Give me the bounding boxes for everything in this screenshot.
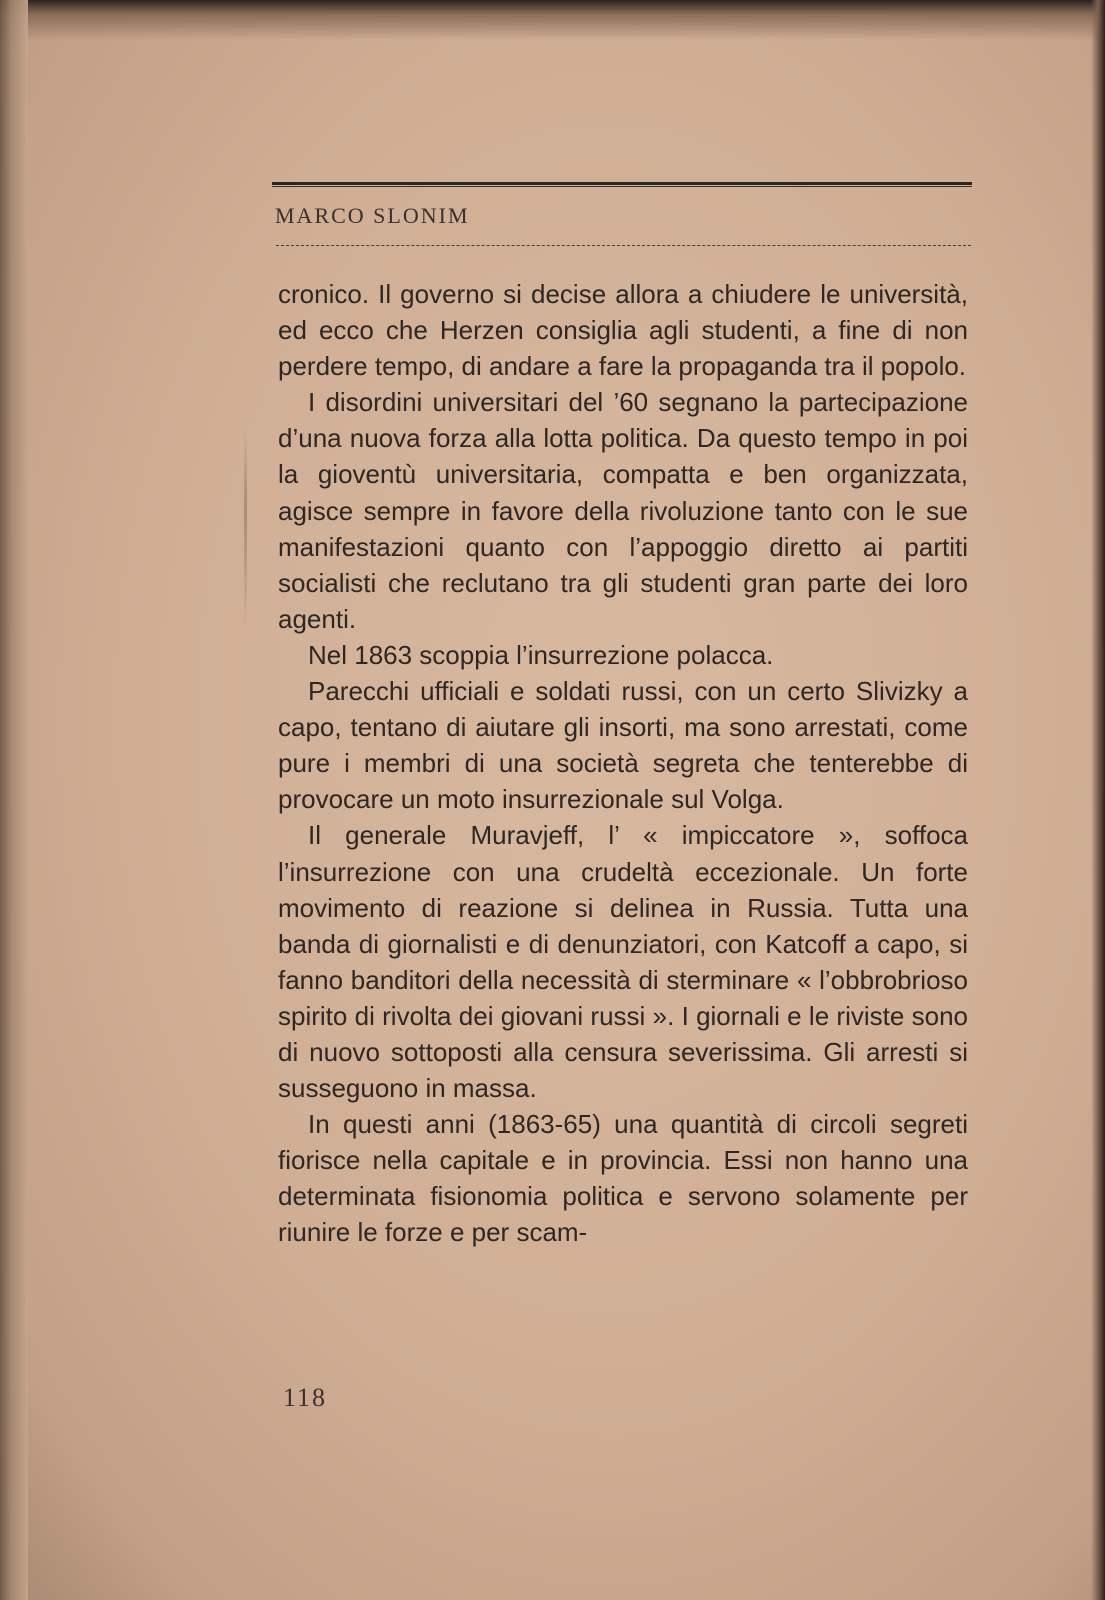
paragraph: Nel 1863 scoppia l’insurrezione polacca. [308, 639, 774, 670]
page-left-edge [0, 0, 28, 1600]
page-right-edge [1091, 0, 1105, 1600]
header-bottom-rule [276, 245, 971, 246]
paragraph: cronico. Il governo si decise allora a chiudere le università, ed ecco che Herzen consiglia agli studenti, a fine di non perdere tempo, di andare a fare la propaganda tra il popolo. [278, 279, 968, 382]
paragraph: Il generale Muravjeff, l’ « impiccatore », soffoca l’insurrezione con una crudeltà eccezionale. Un forte movimento di reazione si delinea in Russia. Tutta una banda di giornalisti e di denunziatori, con Katcoff a capo, si fanno banditori della necessità di sterminare « l’obbrobrioso spirito di rivolta dei giovani russi ». I giornali e le riviste sono di nuovo sottoposti alla censura severissima. Gli arresti si susseguono in massa. [278, 820, 968, 1104]
page-number: 118 [283, 1383, 328, 1412]
paragraph: I disordini universitari del ’60 segnano la partecipazione d’una nuova forza alla lotta politica. Da questo tempo in poi la gioventù universitaria, compatta e ben organizzata, agisce sempre in favore della rivoluzione tanto con le sue manifestazioni quanto con l’appoggio diretto ai partiti socialisti che reclutano tra gli studenti gran parte dei loro agenti. [278, 387, 968, 634]
paragraph: Parecchi ufficiali e soldati russi, con un certo Slivizky a capo, tentano di aiutare gli insorti, ma sono arrestati, come pure i membri di una società segreta che tenterebbe di provocare un moto insurrezionale sul Volga. [278, 676, 968, 815]
paper-crease [244, 430, 247, 630]
paragraph: In questi anni (1863-65) una quantità di circoli segreti fiorisce nella capitale e in provincia. Essi non hanno una determinata fisionomia politica e servono solamente per riunire le forze e per scam- [278, 1109, 968, 1248]
header-top-rule [272, 182, 972, 187]
body-text [278, 276, 968, 1251]
page-top-edge [0, 0, 1105, 40]
running-head: MARCO SLONIM [275, 203, 470, 228]
